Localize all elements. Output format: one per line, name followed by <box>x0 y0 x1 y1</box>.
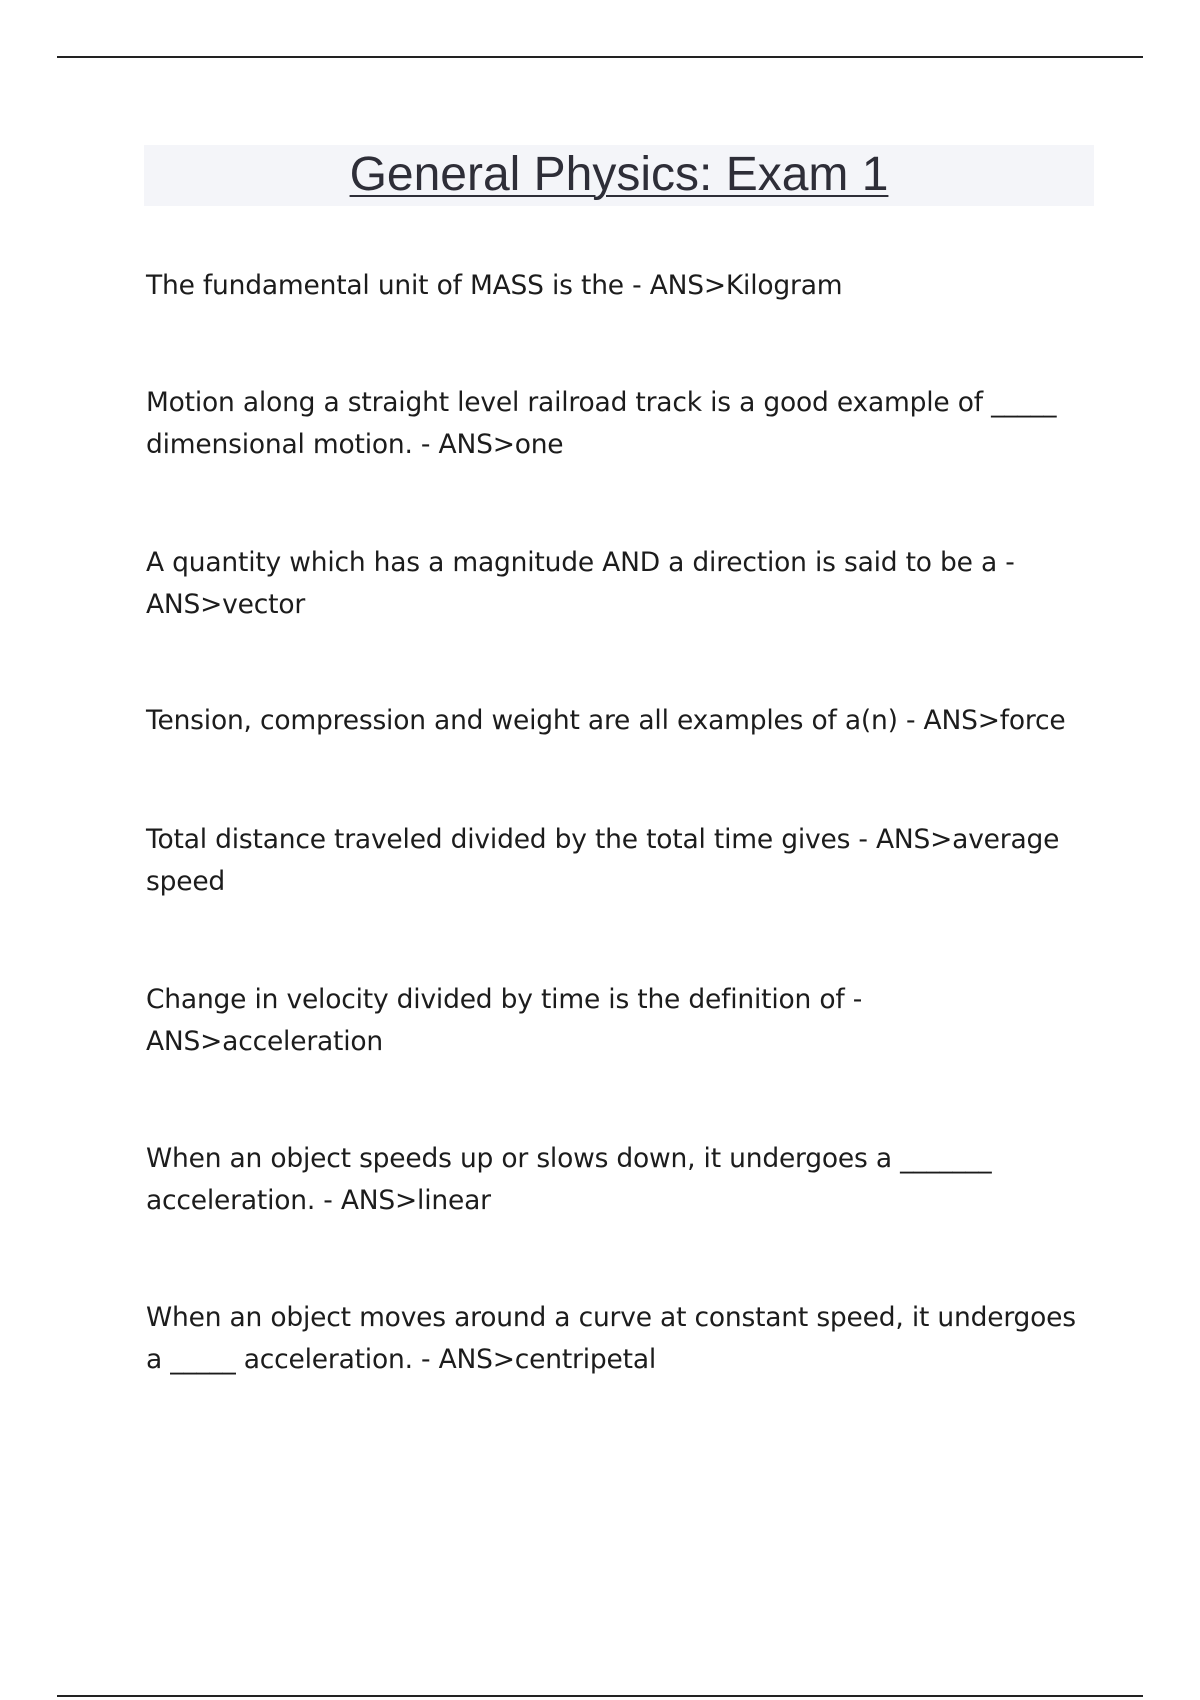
title-band <box>144 145 1094 206</box>
page-title: General Physics: Exam 1 <box>349 148 889 201</box>
top-rule <box>57 56 1143 58</box>
question-item: When an object speeds up or slows down, it undergoes a _______ acceleration. - ANS>linear <box>146 1143 992 1216</box>
question-item: A quantity which has a magnitude AND a direction is said to be a - ANS>vector <box>146 547 1015 620</box>
question-item: Motion along a straight level railroad track is a good example of _____ dimensional motion. - ANS>one <box>146 387 1057 460</box>
question-item: The fundamental unit of MASS is the - ANS>Kilogram <box>146 270 843 301</box>
question-item: Change in velocity divided by time is the definition of - ANS>acceleration <box>146 984 863 1057</box>
question-item: Total distance traveled divided by the total time gives - ANS>average speed <box>146 824 1060 897</box>
question-item: Tension, compression and weight are all examples of a(n) - ANS>force <box>146 705 1066 736</box>
question-item: When an object moves around a curve at constant speed, it undergoes a _____ acceleration. - ANS>centripetal <box>146 1302 1076 1375</box>
bottom-rule <box>57 1695 1143 1697</box>
